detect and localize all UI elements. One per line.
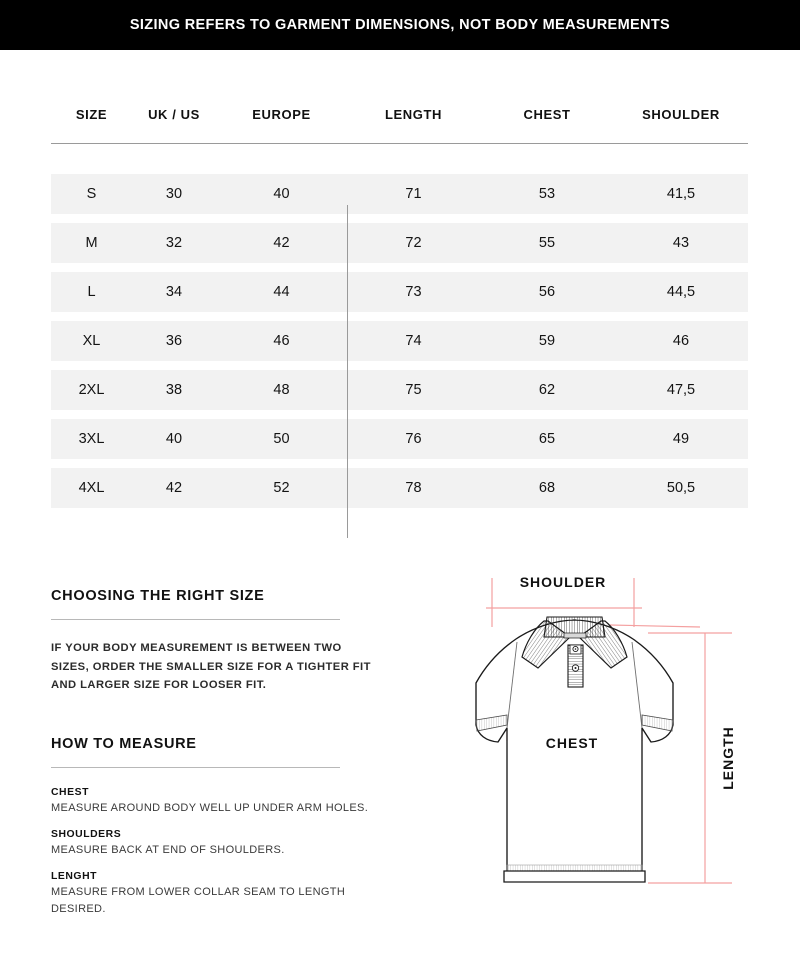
banner-text: SIZING REFERS TO GARMENT DIMENSIONS, NOT BODY MEASUREMENTS [129, 17, 671, 33]
table-row [51, 419, 748, 459]
cell-size: L [51, 272, 132, 312]
measure-list [51, 787, 381, 918]
cell-uk-us: 30 [132, 174, 216, 214]
cell-europe: 46 [216, 321, 347, 361]
cell-shoulder: 46 [614, 321, 748, 361]
table-row [51, 321, 748, 361]
cell-uk-us: 38 [132, 370, 216, 410]
cell-europe: 40 [216, 174, 347, 214]
cell-shoulder: 44,5 [614, 272, 748, 312]
cell-uk-us: 36 [132, 321, 216, 361]
column-header-chest: CHEST [523, 106, 571, 122]
table-row [51, 223, 748, 263]
cell-chest: 62 [480, 370, 614, 410]
choosing-heading: CHOOSING THE RIGHT SIZE [51, 588, 265, 604]
button-bottom-hole [575, 667, 577, 669]
size-table [51, 100, 748, 508]
cell-length: 75 [347, 370, 480, 410]
cell-length: 78 [347, 468, 480, 508]
cell-chest: 59 [480, 321, 614, 361]
cell-uk-us: 42 [132, 468, 216, 508]
cell-length: 73 [347, 272, 480, 312]
garment-diagram [460, 565, 800, 910]
cell-chest: 56 [480, 272, 614, 312]
cell-europe: 42 [216, 223, 347, 263]
cell-uk-us: 40 [132, 419, 216, 459]
cell-chest: 53 [480, 174, 614, 214]
size-table-container [51, 100, 748, 508]
measure-def-shoulders: MEASURE BACK AT END OF SHOULDERS. [51, 843, 285, 856]
placket [568, 645, 583, 687]
cell-shoulder: 43 [614, 223, 748, 263]
cell-length: 76 [347, 419, 480, 459]
label-shoulder: SHOULDER [519, 574, 607, 590]
column-header-shoulder: SHOULDER [642, 106, 720, 122]
table-row [51, 272, 748, 312]
cell-shoulder: 47,5 [614, 370, 748, 410]
neck-label [564, 633, 586, 638]
polo-shirt-illustration [460, 565, 800, 910]
column-header-uk-us: UK / US [148, 106, 200, 122]
table-row [51, 174, 748, 214]
cell-size: M [51, 223, 132, 263]
choosing-rule [51, 619, 340, 620]
cell-size: XL [51, 321, 132, 361]
table-row [51, 468, 748, 508]
measure-term-shoulders: SHOULDERS [51, 828, 122, 840]
measure-term-chest: CHEST [51, 786, 89, 798]
cell-europe: 48 [216, 370, 347, 410]
column-header-length: LENGTH [384, 106, 443, 122]
measure-term-length: LENGHT [51, 870, 98, 882]
hem-outline [504, 871, 645, 882]
row-gap [51, 410, 748, 419]
shoulder-guide-extension [610, 625, 700, 627]
hem-band [504, 865, 645, 882]
row-gap [51, 459, 748, 468]
label-chest: CHEST [545, 735, 599, 751]
row-gap [51, 312, 748, 321]
label-length: LENGTH [720, 726, 736, 790]
cell-size: 2XL [51, 370, 132, 410]
cell-chest: 55 [480, 223, 614, 263]
table-vertical-divider [347, 205, 348, 538]
cell-europe: 50 [216, 419, 347, 459]
top-banner [0, 0, 800, 50]
table-row [51, 370, 748, 410]
cell-length: 74 [347, 321, 480, 361]
table-header-row [51, 100, 748, 142]
cell-shoulder: 50,5 [614, 468, 748, 508]
row-gap [51, 263, 748, 272]
header-spacer [51, 143, 748, 174]
cell-size: 4XL [51, 468, 132, 508]
cell-chest: 68 [480, 468, 614, 508]
button-top-hole [575, 648, 577, 650]
row-gap [51, 361, 748, 370]
choosing-body: IF YOUR BODY MEASUREMENT IS BETWEEN TWO SIZES, ORDER THE SMALLER SIZE FOR A TIGHTER FIT AND LARGER SIZE FOR LOOSER FIT. [51, 642, 371, 691]
cell-size: 3XL [51, 419, 132, 459]
how-to-measure-rule [51, 767, 340, 768]
column-header-size: SIZE [75, 106, 108, 122]
cell-europe: 52 [216, 468, 347, 508]
cell-chest: 65 [480, 419, 614, 459]
cell-length: 72 [347, 223, 480, 263]
cell-shoulder: 49 [614, 419, 748, 459]
measure-def-length: MEASURE FROM LOWER COLLAR SEAM TO LENGTH DESIRED. [51, 885, 346, 915]
row-gap [51, 214, 748, 223]
how-to-measure-heading: HOW TO MEASURE [51, 735, 197, 752]
column-header-europe: EUROPE [252, 106, 311, 122]
cell-length: 71 [347, 174, 480, 214]
cell-europe: 44 [216, 272, 347, 312]
cell-size: S [51, 174, 132, 214]
cell-uk-us: 32 [132, 223, 216, 263]
info-column [51, 588, 381, 930]
size-table-body [51, 174, 748, 508]
cell-shoulder: 41,5 [614, 174, 748, 214]
measure-def-chest: MEASURE AROUND BODY WELL UP UNDER ARM HOLES. [51, 801, 369, 814]
cell-uk-us: 34 [132, 272, 216, 312]
